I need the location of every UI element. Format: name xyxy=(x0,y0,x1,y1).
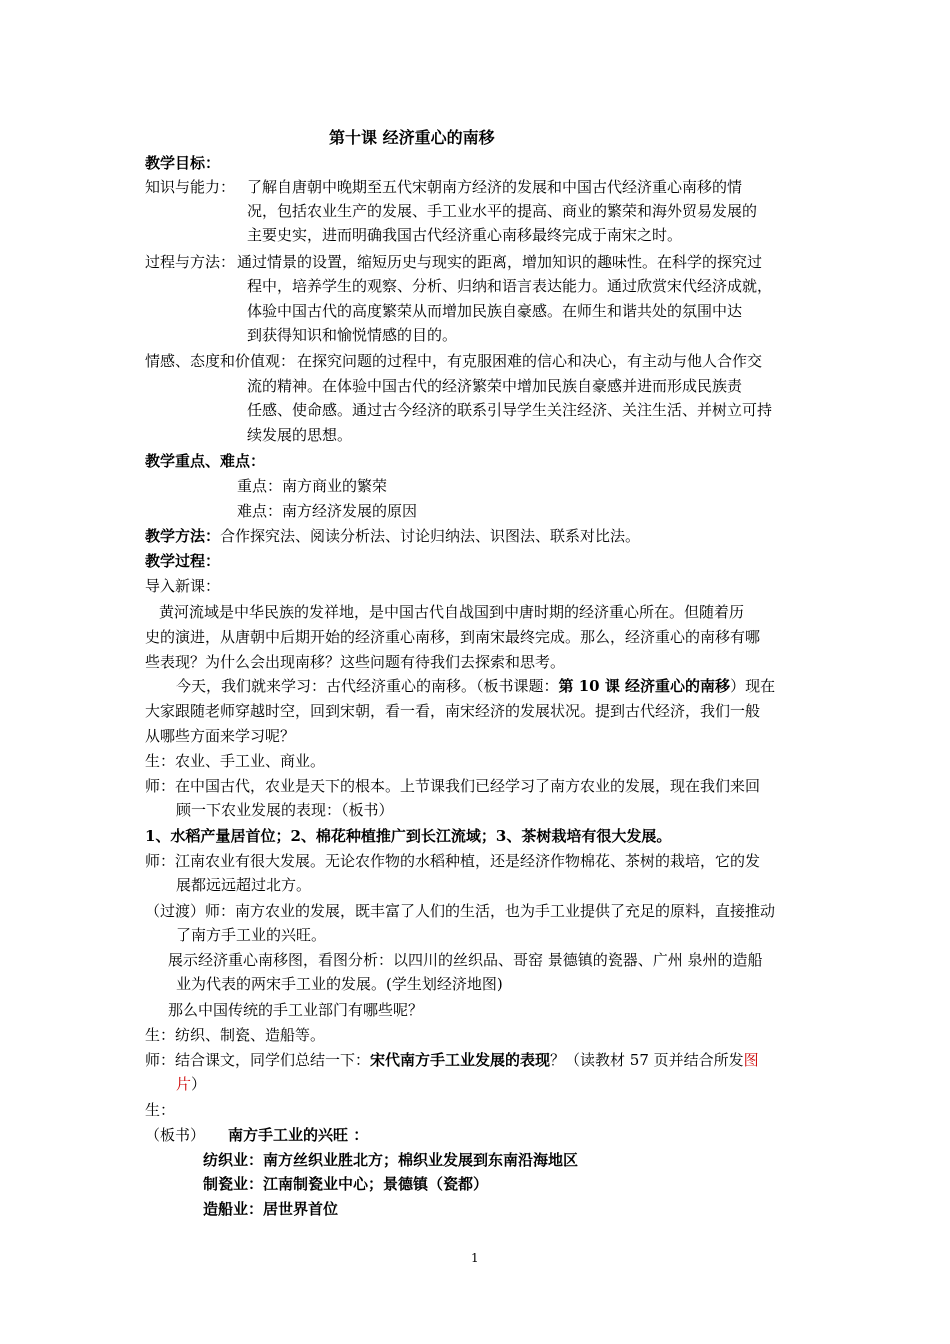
board-label: （板书） xyxy=(145,1126,206,1144)
process-heading: 教学过程： xyxy=(145,552,221,570)
objectives-heading: 教学目标： xyxy=(145,154,221,172)
intro-paragraph-line: 些表现？为什么会出现南移？这些问题有待我们去探索和思考。 xyxy=(145,653,566,671)
focus-point: 重点：南方商业的繁荣 xyxy=(237,477,388,495)
board-item: 制瓷业：江南制瓷业中心；景德镇（瓷都） xyxy=(203,1175,489,1193)
teacher-line: 业为代表的两宋手工业的发展。(学生划经济地图) xyxy=(176,975,503,993)
teacher-line: 师：在中国古代，农业是天下的根本。上节课我们已经学习了南方农业的发展，现在我们来回 xyxy=(145,777,761,795)
teacher-line xyxy=(145,1048,759,1072)
methods-text: 合作探究法、阅读分析法、讨论归纳法、识图法、联系对比法。 xyxy=(220,527,641,545)
highlighted-text: 片 xyxy=(176,1075,192,1093)
board-lesson-title: 第 10 课 经济重心的南移 xyxy=(558,677,731,695)
process-label: 过程与方法： xyxy=(145,253,236,271)
teacher-line: 那么中国传统的手工业部门有哪些呢？ xyxy=(168,1001,424,1019)
board-heading: 南方手工业的兴旺 ： xyxy=(228,1126,369,1144)
knowledge-label: 知识与能力： xyxy=(145,178,236,196)
knowledge-line: 况，包括农业生产的发展、手工业水平的提高、商业的繁荣和海外贸易发展的 xyxy=(247,202,758,220)
emotion-line: 流的精神。在体验中国古代的经济繁荣中增加民族自豪感并进而形成民族责 xyxy=(247,377,743,395)
emotion-line: 在探究问题的过程中，有克服困难的信心和决心，有主动与他人合作交 xyxy=(297,352,763,370)
page-number: 1 xyxy=(471,1251,479,1265)
emotion-line: 续发展的思想。 xyxy=(247,426,353,444)
methods-label: 教学方法： xyxy=(145,527,221,545)
intro-text: 今天，我们就来学习：古代经济重心的南移。（板书课题： xyxy=(176,677,559,695)
key-question: 宋代南方手工业发展的表现 xyxy=(370,1051,551,1069)
student-reply: 生：农业、手工业、商业。 xyxy=(145,752,326,770)
teacher-line: 顾一下农业发展的表现：（板书） xyxy=(176,801,394,819)
keypoints-heading: 教学重点、难点： xyxy=(145,452,266,470)
process-line: 程中，培养学生的观察、分析、归纳和语言表达能力。通过欣赏宋代经济成就， xyxy=(247,277,773,295)
knowledge-line: 主要史实，进而明确我国古代经济重心南移最终完成于南宋之时。 xyxy=(247,226,683,244)
board-item: 造船业：居世界首位 xyxy=(203,1200,339,1218)
emotion-line: 任感、使命感。通过古今经济的联系引导学生关注经济、关注生活、并树立可持 xyxy=(247,401,773,419)
teacher-text: ） xyxy=(191,1075,207,1093)
process-line: 到获得知识和愉悦情感的目的。 xyxy=(247,326,458,344)
emotion-label: 情感、态度和价值观： xyxy=(145,352,296,370)
board-agriculture: 1、水稻产量居首位；2、棉花种植推广到长江流域；3、茶树栽培有很大发展。 xyxy=(145,827,672,845)
knowledge-line: 了解自唐朝中晚期至五代宋朝南方经济的发展和中国古代经济重心南移的情 xyxy=(247,178,743,196)
board-item: 纺织业：南方丝织业胜北方；棉织业发展到东南沿海地区 xyxy=(203,1151,579,1169)
page-title: 第十课 经济重心的南移 xyxy=(329,128,495,147)
student-reply: 生： xyxy=(145,1101,176,1119)
intro-text: ）现在 xyxy=(730,677,776,695)
intro-label: 导入新课： xyxy=(145,577,221,595)
intro-paragraph-line: 黄河流域是中华民族的发祥地，是中国古代自战国到中唐时期的经济重心所在。但随着历 xyxy=(159,603,745,621)
teacher-line: 展都远远超过北方。 xyxy=(176,876,312,894)
methods-line xyxy=(145,524,640,548)
teacher-line xyxy=(176,1072,206,1096)
intro-paragraph-line: 大家跟随老师穿越时空，回到宋朝，看一看，南宋经济的发展状况。提到古代经济，我们一般 xyxy=(145,702,761,720)
teacher-text: ？（读教材 57 页并结合所发 xyxy=(550,1051,744,1069)
teacher-line: 师：江南农业有很大发展。无论农作物的水稻种植，还是经济作物棉花、茶树的栽培，它的发 xyxy=(145,852,761,870)
intro-paragraph-line: 从哪些方面来学习呢？ xyxy=(145,727,296,745)
teacher-line: 了南方手工业的兴旺。 xyxy=(176,926,327,944)
highlighted-text: 图 xyxy=(743,1051,759,1069)
process-line: 通过情景的设置，缩短历史与现实的距离，增加知识的趣味性。在科学的探究过 xyxy=(237,253,763,271)
teacher-line: （过渡）师：南方农业的发展，既丰富了人们的生活，也为手工业提供了充足的原料，直接推动 xyxy=(145,902,776,920)
intro-paragraph-line xyxy=(176,674,775,698)
intro-paragraph-line: 史的演进，从唐朝中后期开始的经济重心南移，到南宋最终完成。那么，经济重心的南移有哪 xyxy=(145,628,761,646)
student-reply: 生：纺织、制瓷、造船等。 xyxy=(145,1026,326,1044)
teacher-text: 师：结合课文，同学们总结一下： xyxy=(145,1051,371,1069)
process-line: 体验中国古代的高度繁荣从而增加民族自豪感。在师生和谐共处的氛围中达 xyxy=(247,302,743,320)
teacher-line: 展示经济重心南移图，看图分析：以四川的丝织品、哥窑 景德镇的瓷器、广州 泉州的造船 xyxy=(168,951,763,969)
difficulty-point: 难点：南方经济发展的原因 xyxy=(237,502,418,520)
